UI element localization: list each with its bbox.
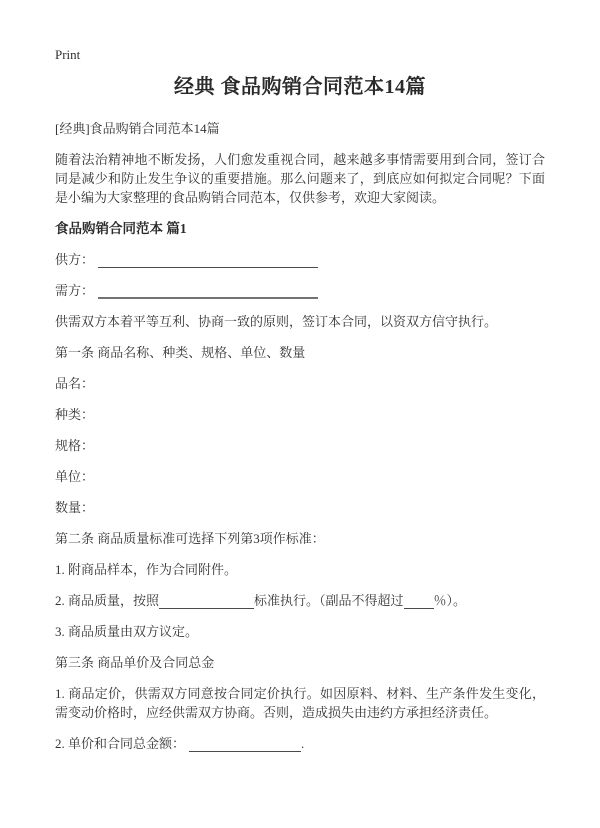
page-title: 经典 食品购销合同范本14篇 <box>174 76 426 98</box>
subquality-percent-blank <box>404 594 434 609</box>
clause-3-item-2-suffix: . <box>301 736 305 751</box>
field-line-spec: 规格： <box>55 438 95 453</box>
clause-2-item-2 <box>55 591 545 610</box>
clause-2-item-2-mid: 标准执行。（副品不得超过 <box>254 593 404 608</box>
clause-2-item-1: 1. 附商品样本，作为合同附件。 <box>55 562 238 577</box>
clause-1-heading: 第一条 商品名称、种类、规格、单位、数量 <box>55 345 306 360</box>
field-line-category: 种类： <box>55 407 95 422</box>
supply-party-line <box>55 250 545 269</box>
clause-2-item-3: 3. 商品质量由双方议定。 <box>55 624 199 639</box>
clause-2-item-2-suffix: ％）。 <box>433 593 467 608</box>
clause-2-item-2-prefix: 2. 商品质量，按照 <box>55 593 160 608</box>
clause-3-item-1: 1. 商品定价，供需双方同意按合同定价执行。如因原料、材料、生产条件发生变化，需变动价格时，应经供需双方协商。否则，造成损失由违约方承担经济责任。 <box>55 686 545 720</box>
total-amount-blank <box>189 737 301 752</box>
clause-3-item-2 <box>55 734 545 753</box>
article-1-heading: 食品购销合同范本 篇1 <box>55 221 187 236</box>
supply-party-label: 供方： <box>55 252 95 267</box>
clause-2-heading: 第二条 商品质量标准可选择下列第3项作标准： <box>55 531 325 546</box>
print-button[interactable]: Print <box>55 47 81 62</box>
demand-party-line <box>55 281 545 300</box>
intro-paragraph: 随着法治精神地不断发扬，人们愈发重视合同，越来越多事情需要用到合同，签订合同是减少和防止发生争议的重要措施。那么问题来了，到底应如何拟定合同呢？下面是小编为大家整理的食品购销合同范本，仅供参考，欢迎大家阅读。 <box>55 152 545 205</box>
supply-party-blank <box>98 253 318 268</box>
quality-standard-blank <box>159 594 254 609</box>
field-line-unit: 单位： <box>55 469 95 484</box>
demand-party-blank <box>98 283 318 299</box>
field-line-quantity: 数量： <box>55 500 95 515</box>
clause-3-item-2-prefix: 2. 单价和合同总金额： <box>55 736 186 751</box>
demand-party-label: 需方： <box>55 283 95 298</box>
clause-3-heading: 第三条 商品单价及合同总金 <box>55 655 215 670</box>
field-line-product-name: 品名： <box>55 376 95 391</box>
principle-line: 供需双方本着平等互利、协商一致的原则，签订本合同，以资双方信守执行。 <box>55 314 498 329</box>
doc-tag-line: [经典]食品购销合同范本14篇 <box>55 121 220 136</box>
